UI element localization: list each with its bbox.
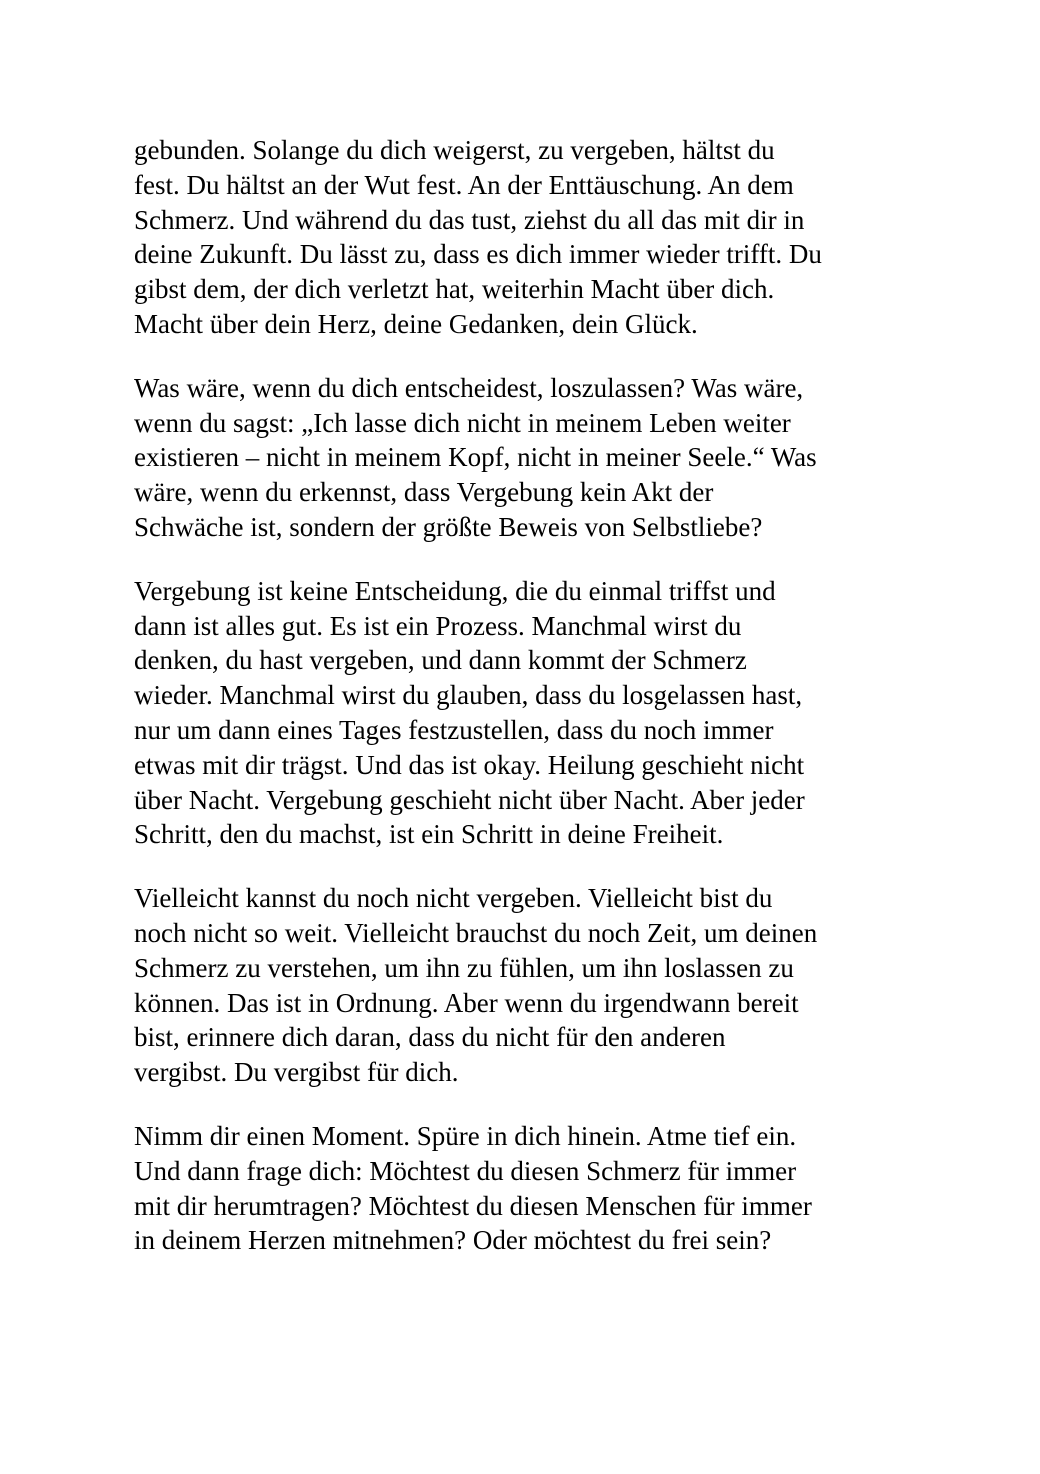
paragraph-2 (134, 371, 934, 545)
text-line: Schwäche ist, sondern der größte Beweis von Selbstliebe? (134, 511, 763, 542)
text-line: wieder. Manchmal wirst du glauben, dass du losgelassen hast, (134, 680, 803, 711)
paragraph-1 (134, 133, 934, 342)
text-line: in deinem Herzen mitnehmen? Oder möchtest du frei sein? (134, 1225, 772, 1256)
text-line: bist, erinnere dich daran, dass du nicht für den anderen (134, 1022, 726, 1053)
text-line: mit dir herumtragen? Möchtest du diesen Menschen für immer (134, 1190, 812, 1221)
text-line: Vielleicht kannst du noch nicht vergeben. Vielleicht bist du (134, 883, 773, 914)
text-line: existieren – nicht in meinem Kopf, nicht in meiner Seele.“ Was (134, 442, 817, 473)
text-line: fest. Du hältst an der Wut fest. An der Enttäuschung. An dem (134, 169, 794, 200)
text-line: deine Zukunft. Du lässt zu, dass es dich immer wieder trifft. Du (134, 239, 822, 270)
text-line: Macht über dein Herz, deine Gedanken, dein Glück. (134, 308, 698, 339)
text-line: Nimm dir einen Moment. Spüre in dich hinein. Atme tief ein. (134, 1120, 797, 1151)
text-line: können. Das ist in Ordnung. Aber wenn du irgendwann bereit (134, 987, 799, 1018)
text-line: Was wäre, wenn du dich entscheidest, loszulassen? Was wäre, (134, 372, 804, 403)
text-line: Schmerz zu verstehen, um ihn zu fühlen, um ihn loslassen zu (134, 952, 794, 983)
text-line: Schmerz. Und während du das tust, ziehst du all das mit dir in (134, 204, 805, 235)
paragraph-4 (134, 881, 934, 1090)
text-line: nur um dann eines Tages festzustellen, dass du noch immer (134, 714, 774, 745)
text-line: über Nacht. Vergebung geschieht nicht über Nacht. Aber jeder (134, 784, 805, 815)
text-line: wäre, wenn du erkennst, dass Vergebung kein Akt der (134, 477, 714, 508)
text-line: Vergebung ist keine Entscheidung, die du einmal triffst und (134, 575, 776, 606)
text-line: gibst dem, der dich verletzt hat, weiterhin Macht über dich. (134, 274, 775, 305)
text-line: noch nicht so weit. Vielleicht brauchst du noch Zeit, um deinen (134, 917, 818, 948)
text-line: Schritt, den du machst, ist ein Schritt in deine Freiheit. (134, 819, 724, 850)
text-line: etwas mit dir trägst. Und das ist okay. Heilung geschieht nicht (134, 749, 805, 780)
text-line: denken, du hast vergeben, und dann kommt der Schmerz (134, 645, 747, 676)
paragraph-5 (134, 1119, 934, 1258)
paragraph-3 (134, 574, 934, 852)
document-page (134, 133, 934, 1287)
text-line: Und dann frage dich: Möchtest du diesen Schmerz für immer (134, 1155, 797, 1186)
text-line: vergibst. Du vergibst für dich. (134, 1057, 459, 1088)
text-line: gebunden. Solange du dich weigerst, zu vergeben, hältst du (134, 135, 775, 165)
text-line: dann ist alles gut. Es ist ein Prozess. Manchmal wirst du (134, 610, 742, 641)
text-line: wenn du sagst: „Ich lasse dich nicht in meinem Leben weiter (134, 407, 791, 438)
